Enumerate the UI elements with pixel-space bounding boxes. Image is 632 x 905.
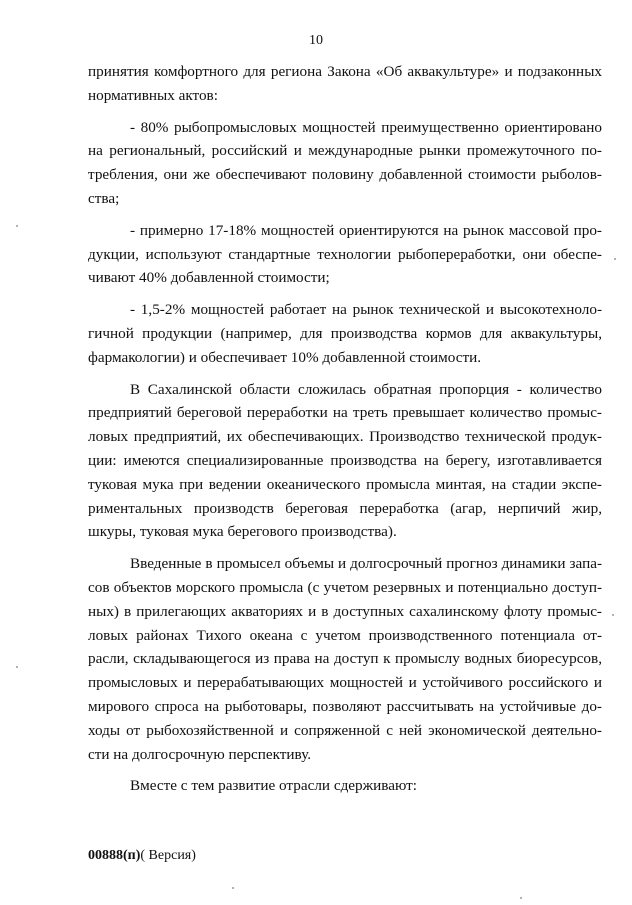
- text-line: дукции, используют стандартные технологии рыбопереработки, они обеспе-: [88, 245, 602, 263]
- text-line: на региональный, российский и международные рынки промежуточного по-: [88, 142, 602, 160]
- scan-speck: [16, 225, 18, 227]
- scan-speck: [520, 897, 522, 899]
- scan-speck: [614, 258, 616, 260]
- text-line: Вместе с тем развитие отрасли сдерживают:: [130, 777, 417, 795]
- text-line: сов объектов морского промысла (с учетом резервных и потенциально доступ-: [88, 578, 602, 596]
- text-line: риментальных производств береговая переработка (агар, нерпичий жир,: [88, 499, 602, 517]
- text-line: ловых районах Тихого океана с учетом производственного потенциала от-: [88, 626, 602, 644]
- text-line: принятия комфортного для региона Закона «Об аквакультуре» и подзаконных: [88, 63, 602, 80]
- scan-speck: [612, 614, 614, 616]
- text-line: предприятий береговой переработки на треть превышает количество промыс-: [88, 404, 602, 422]
- text-line: - примерно 17-18% мощностей ориентируются на рынок массовой про-: [130, 221, 602, 239]
- paragraph-forecast: [88, 552, 602, 766]
- text-line: мирового спроса на рыботовары, позволяют рассчитывать на устойчивые до-: [88, 697, 602, 715]
- text-line: фармакологии) и обеспечивает 10% добавленной стоимости.: [88, 348, 482, 366]
- paragraph-sakhalin-proportion: [88, 378, 602, 545]
- text-line: требления, они же обеспечивают половину добавленной стоимости рыболов-: [88, 166, 602, 184]
- paragraph-bullet-1-5-2-percent: [88, 298, 602, 369]
- document-footer: [88, 848, 196, 864]
- scan-speck: [232, 887, 234, 889]
- text-line: промысловых и перерабатывающих мощностей и устойчивого российского и: [88, 674, 602, 692]
- text-line: ства;: [88, 189, 120, 207]
- text-line: В Сахалинской области сложилась обратная пропорция - количество: [130, 380, 602, 398]
- text-line: шкуры, туковая мука берегового производства).: [88, 523, 397, 541]
- scan-speck: [16, 666, 18, 668]
- text-line: ловых предприятий, их обеспечивающих. Производство технической продук-: [88, 428, 602, 446]
- text-line: - 80% рыбопромысловых мощностей преимущественно ориентировано: [130, 118, 602, 136]
- text-line: Введенные в промысел объемы и долгосрочный прогноз динамики запа-: [130, 555, 602, 573]
- text-line: - 1,5-2% мощностей работает на рынок технической и высокотехноло-: [130, 301, 602, 319]
- text-line: туковая мука при ведении океанического промысла минтая, на стадии экспе-: [88, 475, 602, 493]
- text-line: ных) в прилегающих акваториях и в доступных сахалинскому флоту промыс-: [88, 602, 602, 620]
- text-line: ходы от рыбохозяйственной и сопряженной с ней экономической деятельно-: [88, 721, 602, 739]
- text-line: ции: имеются специализированные производства на берегу, изготавливается: [88, 451, 602, 469]
- text-line: нормативных актов:: [88, 86, 218, 104]
- page-number: 10: [309, 33, 323, 48]
- document-version: ( Версия): [140, 848, 196, 863]
- document-body: [88, 60, 602, 806]
- text-line: расли, складывающегося из права на доступ к промыслу водных биоресурсов,: [88, 650, 602, 668]
- paragraph-intro-continuation: [88, 60, 602, 108]
- paragraph-bullet-80-percent: [88, 116, 602, 211]
- text-line: гичной продукции (например, для производства кормов для аквакультуры,: [88, 324, 602, 342]
- paragraph-bullet-17-18-percent: [88, 219, 602, 290]
- paragraph-constraints-intro: [88, 774, 602, 798]
- document-code: 00888(п): [88, 848, 141, 863]
- text-line: сти на долгосрочную перспективу.: [88, 745, 312, 763]
- text-line: чивают 40% добавленной стоимости;: [88, 269, 330, 287]
